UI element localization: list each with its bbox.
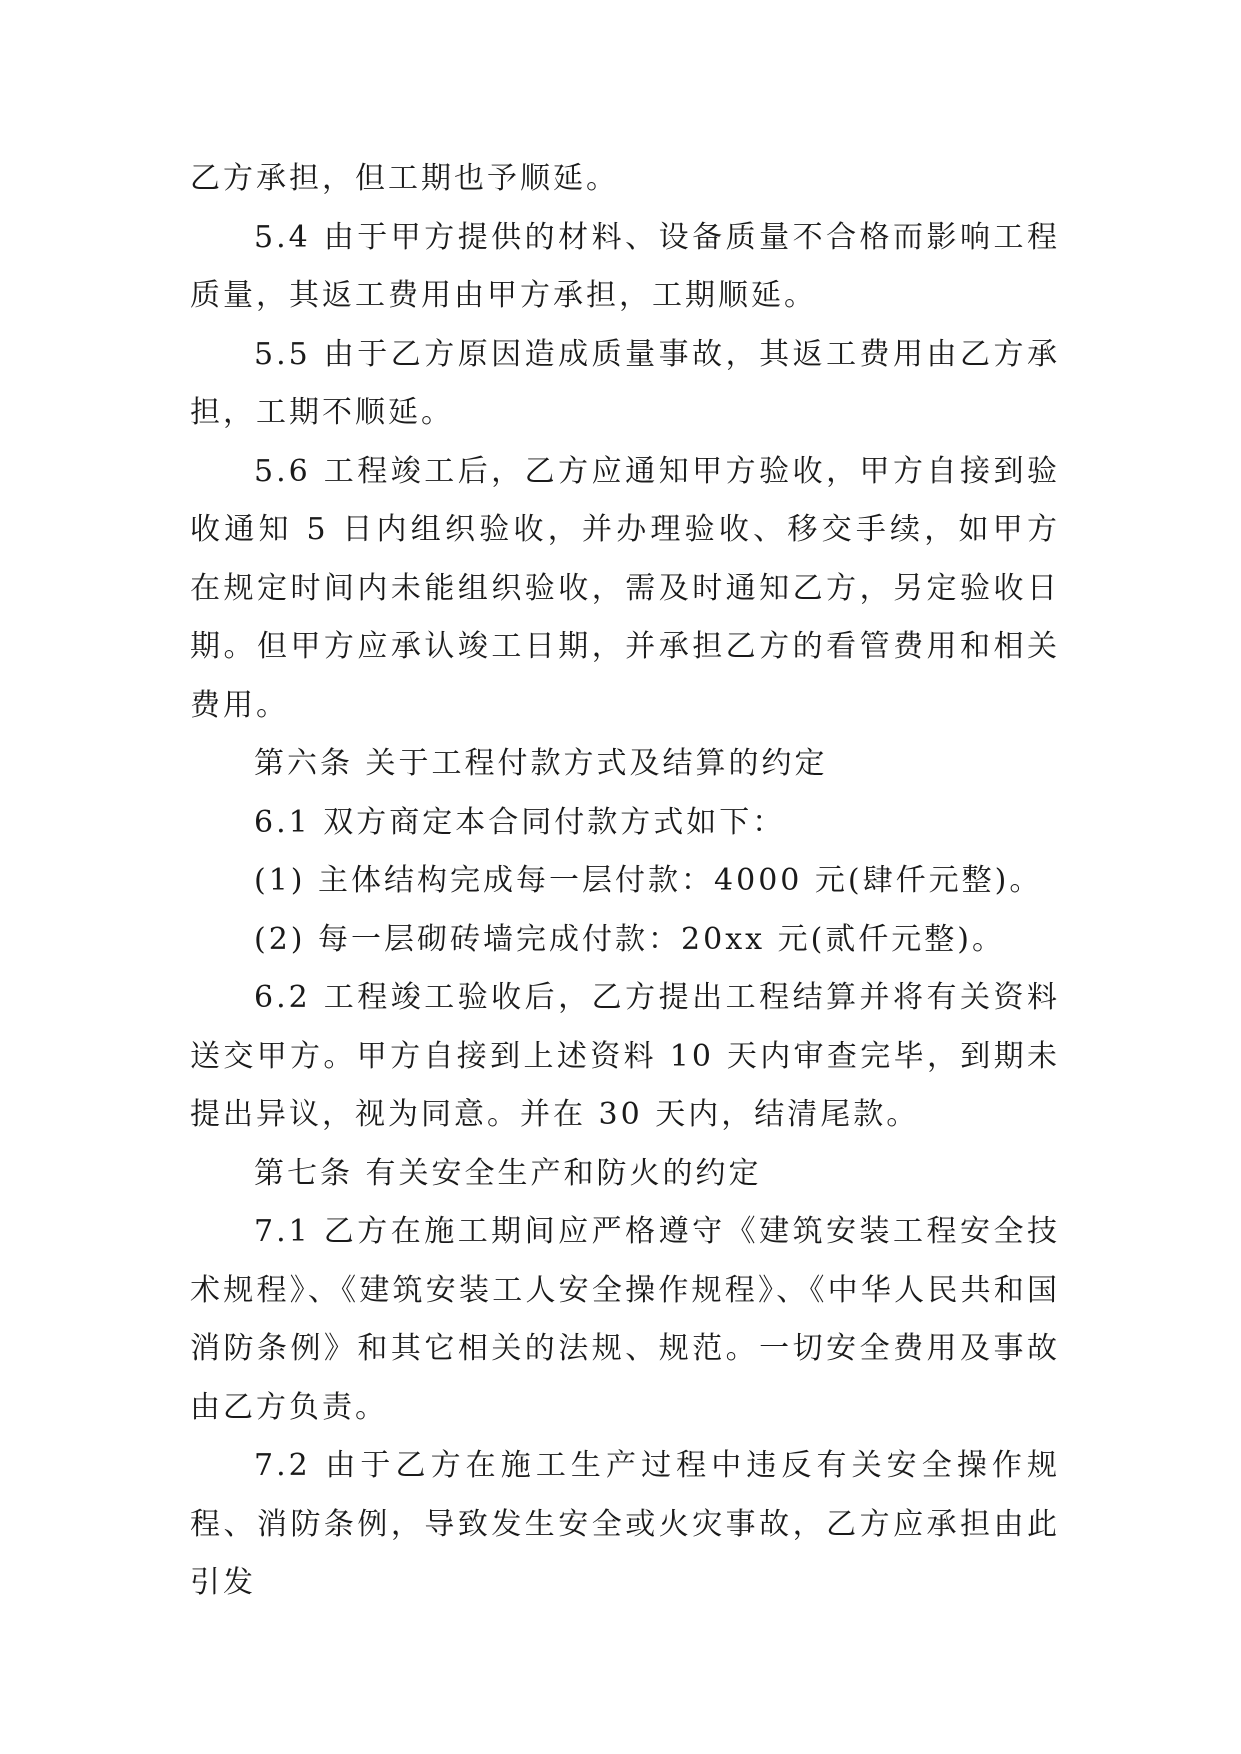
paragraph-6-1: 6.1 双方商定本合同付款方式如下： — [254, 804, 786, 840]
paragraph-7-1: 7.1 乙方在施工期间应严格遵守《建筑安装工程安全技术规程》、《建筑安装工人安全操作规程》、《中华人民共和国消防条例》和其它相关的法规、规范。一切安全费用及事故由乙方负责。 — [190, 1214, 1060, 1425]
article-6-heading: 第六条 关于工程付款方式及结算的约定 — [254, 746, 828, 781]
payment-item-2: (2) 每一层砌砖墙完成付款：20xx 元(贰仟元整)。 — [254, 921, 1005, 957]
paragraph-5-4: 5.4 由于甲方提供的材料、设备质量不合格而影响工程质量，其返工费用由甲方承担，工期顺延。 — [190, 219, 1060, 313]
article-7-heading: 第七条 有关安全生产和防火的约定 — [254, 1155, 762, 1191]
paragraph-7-2: 7.2 由于乙方在施工生产过程中违反有关安全操作规程、消防条例，导致发生安全或火灾事故，乙方应承担由此引发 — [190, 1448, 1060, 1600]
document-body — [190, 150, 1060, 1613]
payment-item-1: (1) 主体结构完成每一层付款：4000 元(肆仟元整)。 — [254, 863, 1043, 898]
paragraph-5-5: 5.5 由于乙方原因造成质量事故，其返工费用由乙方承担，工期不顺延。 — [190, 336, 1060, 430]
paragraph-5-6: 5.6 工程竣工后，乙方应通知甲方验收，甲方自接到验收通知 5 日内组织验收，并办理验收、移交手续，如甲方在规定时间内未能组织验收，需及时通知乙方，另定验收日期。但甲方应承认竣工日期，并承担乙方的看管费用和相关费用。 — [190, 453, 1060, 723]
paragraph-6-2: 6.2 工程竣工验收后，乙方提出工程结算并将有关资料送交甲方。甲方自接到上述资料 10 天内审查完毕，到期未提出异议，视为同意。并在 30 天内，结清尾款。 — [190, 980, 1060, 1132]
paragraph-continuation: 乙方承担，但工期也予顺延。 — [190, 161, 619, 196]
